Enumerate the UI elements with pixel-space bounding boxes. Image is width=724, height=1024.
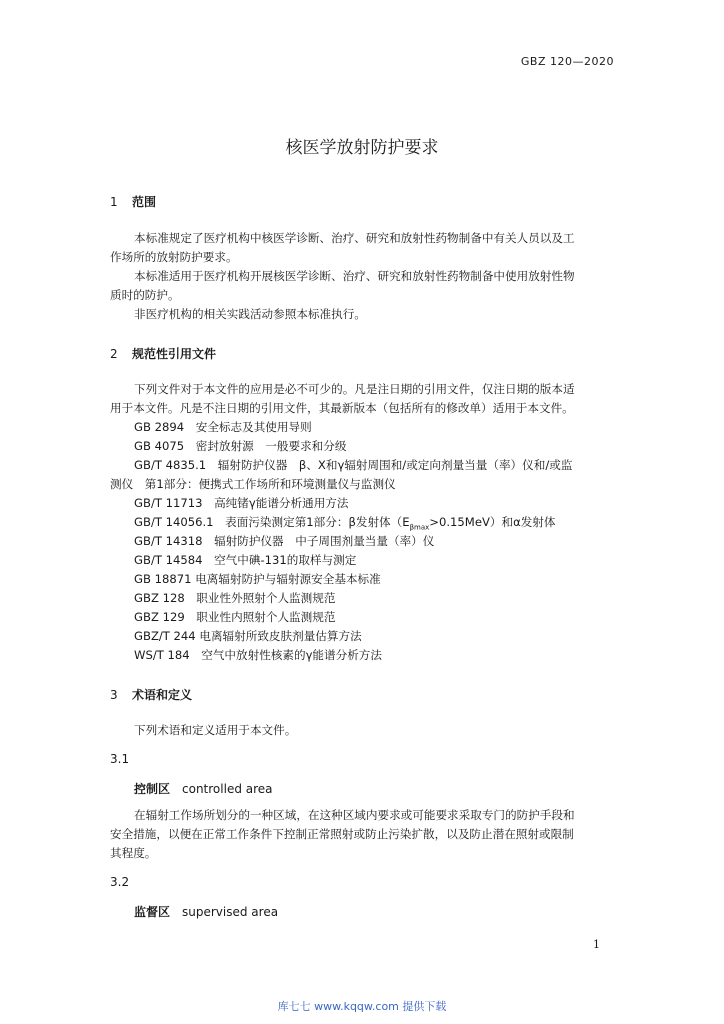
term-en: supervised area <box>182 905 279 919</box>
section-heading-scope <box>110 193 156 210</box>
references-intro-line-2: 用于本文件。凡是不注日期的引用文件，其最新版本（包括所有的修改单）适用于本文件。 <box>110 401 574 415</box>
section-heading-normative-references <box>110 345 216 362</box>
document-code: GBZ 120—2020 <box>520 55 614 68</box>
reference-item-continuation: 测仪 第1部分：便携式工作场所和环境测量仪与监测仪 <box>110 477 396 491</box>
term-definition-line-3: 其程度。 <box>110 846 157 860</box>
section-title: 范围 <box>132 195 157 209</box>
page-number: 1 <box>593 938 600 951</box>
term-heading <box>134 903 278 920</box>
reference-item: WS/T 184 空气中放射性核素的γ能谱分析方法 <box>134 648 382 662</box>
page-title: 核医学放射防护要求 <box>285 138 439 158</box>
scope-paragraph-2-line-1: 本标准适用于医疗机构开展核医学诊断、治疗、研究和放射性药物制备中使用放射性物 <box>134 269 575 283</box>
scope-paragraph-3: 非医疗机构的相关实践活动参照本标准执行。 <box>134 307 366 321</box>
reference-item: GB 4075 密封放射源 一般要求和分级 <box>134 439 347 453</box>
reference-item: GBZ 128 职业性外照射个人监测规范 <box>134 591 336 605</box>
reference-item: GBZ/T 244 电离辐射所致皮肤剂量估算方法 <box>134 629 362 643</box>
reference-item: GBZ 129 职业性内照射个人监测规范 <box>134 610 336 624</box>
term-en: controlled area <box>182 782 273 796</box>
reference-item: GB 18871 电离辐射防护与辐射源安全基本标准 <box>134 572 381 586</box>
term-definition-line-1: 在辐射工作场所划分的一种区域，在这种区域内要求或可能要求采取专门的防护手段和 <box>134 808 575 822</box>
term-number: 3.2 <box>110 875 130 889</box>
reference-item <box>134 514 556 531</box>
reference-item: GB/T 14584 空气中碘-131的取样与测定 <box>134 553 357 567</box>
term-zh: 控制区 <box>134 782 171 796</box>
reference-item: GB/T 14318 辐射防护仪器 中子周围剂量当量（率）仪 <box>134 534 435 548</box>
section-heading-terms <box>110 686 192 703</box>
reference-item: GB/T 11713 高纯锗γ能谱分析通用方法 <box>134 496 349 510</box>
references-intro-line-1: 下列文件对于本文件的应用是必不可少的。凡是注日期的引用文件，仅注日期的版本适 <box>134 382 575 396</box>
term-definition-line-2: 安全措施，以便在正常工作条件下控制正常照射或防止污染扩散，以及防止潜在照射或限制 <box>110 827 574 841</box>
reference-text: GB/T 14056.1 表面污染测定第1部分：β发射体（E <box>134 515 410 529</box>
reference-text: >0.15MeV）和α发射体 <box>429 515 556 529</box>
terms-intro: 下列术语和定义适用于本文件。 <box>134 723 297 737</box>
download-watermark[interactable]: 库七七 www.kqqw.com 提供下载 <box>277 1000 447 1013</box>
section-number: 1 <box>110 195 118 209</box>
section-title: 规范性引用文件 <box>132 347 217 361</box>
reference-item: GB 2894 安全标志及其使用导则 <box>134 420 312 434</box>
scope-paragraph-2-line-2: 质时的防护。 <box>110 288 180 302</box>
term-zh: 监督区 <box>134 905 171 919</box>
section-number: 3 <box>110 688 118 702</box>
subscript: βmax <box>409 523 430 532</box>
section-title: 术语和定义 <box>132 688 193 702</box>
section-number: 2 <box>110 347 118 361</box>
scope-paragraph-1-line-2: 作场所的放射防护要求。 <box>110 250 238 264</box>
reference-item: GB/T 4835.1 辐射防护仪器 β、X和γ辐射周围和/或定向剂量当量（率）仪和/或监 <box>134 458 573 472</box>
term-heading <box>134 780 273 797</box>
scope-paragraph-1-line-1: 本标准规定了医疗机构中核医学诊断、治疗、研究和放射性药物制备中有关人员以及工 <box>134 231 575 245</box>
term-number: 3.1 <box>110 752 130 766</box>
